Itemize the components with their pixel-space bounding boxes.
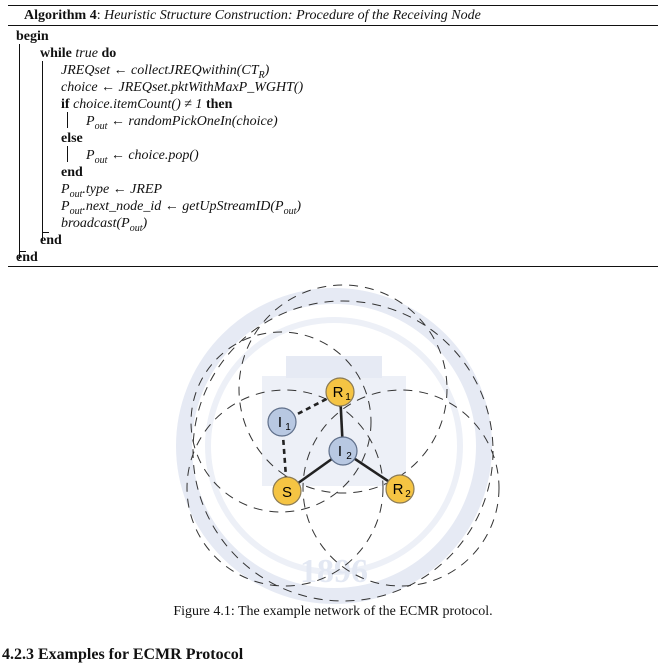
node-s [273,477,301,505]
figure-caption: Figure 4.1: The example network of the ECMR protocol. [173,604,493,619]
svg-text:R: R [392,481,404,498]
line-begin: begin [16,29,49,44]
line-type: $P_{out}.type$ ← JREP [61,182,163,200]
line-else: else [61,131,83,146]
line-while: while true do [40,46,117,61]
line-pop: $P_{out}$ ← choice.pop() [86,148,199,166]
then-guide [67,112,68,128]
algorithm-body [8,26,658,267]
svg-text:R: R [332,384,344,401]
svg-text:2: 2 [405,489,411,500]
svg-text:1: 1 [345,392,351,403]
line-random-pick: $P_{out}$ ← randomPickOneIn(choice) [86,114,278,132]
line-collect: JREQset ← $collectJREQwithin(CT_R)$ [61,63,270,81]
svg-text:I: I [337,443,343,460]
svg-text:1: 1 [285,422,291,433]
svg-text:I: I [277,414,283,431]
while-guide [42,61,43,241]
node-i2 [329,437,357,465]
node-r1 [326,378,354,406]
seal-year: 1896 [300,553,368,590]
line-end-begin: end [16,250,38,265]
line-end-while: end [40,233,62,248]
node-i1 [268,408,296,436]
node-r2 [386,475,414,503]
line-broadcast: $broadcast(P_{out})$ [61,216,148,234]
line-end-if: end [61,165,83,180]
algorithm-label: Algorithm 4 [24,8,97,23]
else-guide [67,146,68,162]
line-if: if choice.itemCount() ≠ 1 then [61,97,233,112]
svg-text:2: 2 [346,451,352,462]
line-next-node: $P_{out}.next\_node\_id$ ← $getUpStreamID(P_{out})$ [61,199,302,217]
network-diagram [0,276,666,606]
algorithm-title: Heuristic Structure Construction: Procedure of the Receiving Node [104,8,481,23]
algorithm-caption: Algorithm 4: Heuristic Structure Construction: Procedure of the Receiving Node [8,6,658,26]
begin-guide [19,44,20,259]
line-choice: choice ← JREQset.pktWithMaxP_WGHT() [61,80,304,95]
algorithm-box [8,5,658,267]
network-figure [0,276,666,606]
section-heading: 4.2.3 Examples for ECMR Protocol [2,646,244,663]
svg-text:S: S [281,484,293,501]
